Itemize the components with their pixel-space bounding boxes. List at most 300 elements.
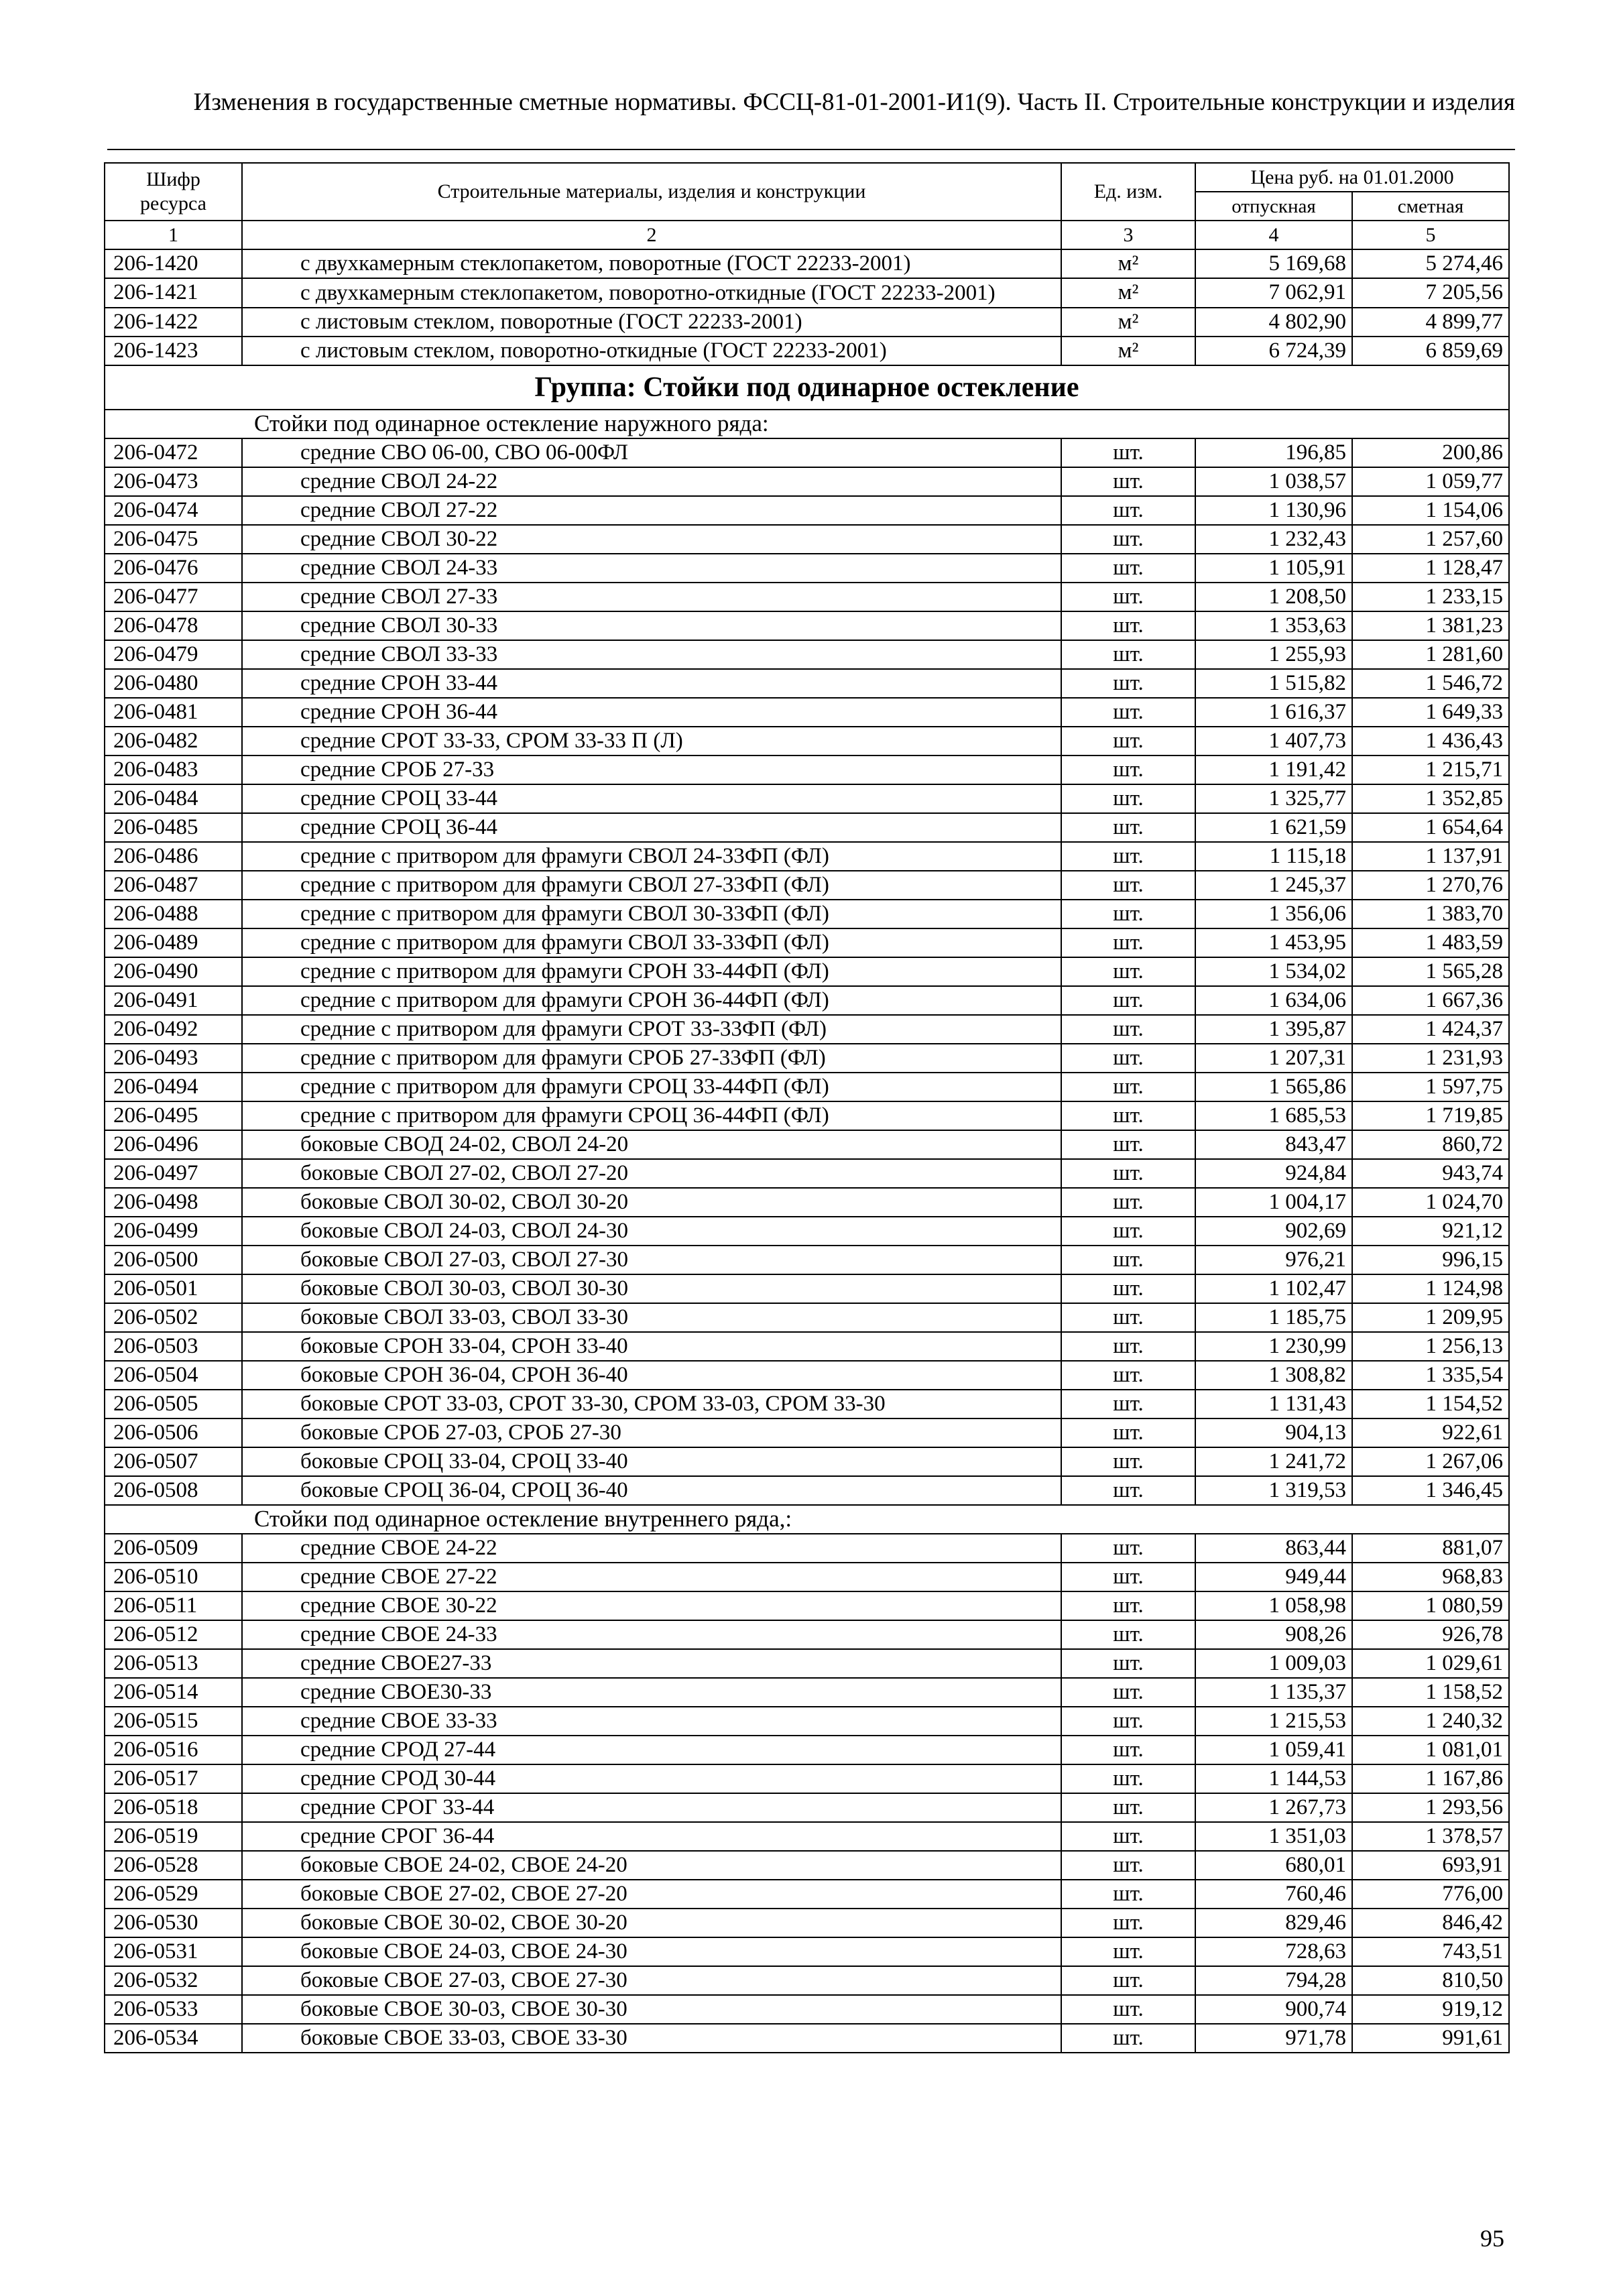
estimate-price: 1 257,60 [1352, 525, 1509, 554]
table-row [105, 669, 1509, 698]
material-name: боковые СВОЕ 24-03, СВОЕ 24-30 [242, 1937, 1061, 1966]
table-row [105, 1390, 1509, 1418]
estimate-price: 5 274,46 [1352, 249, 1509, 278]
release-price: 1 115,18 [1195, 842, 1352, 871]
table-row [105, 249, 1509, 278]
resource-code: 206-0498 [105, 1188, 242, 1217]
material-name: средние СРОД 30-44 [242, 1764, 1061, 1793]
release-price: 924,84 [1195, 1159, 1352, 1188]
release-price: 1 534,02 [1195, 957, 1352, 986]
unit-cell: шт. [1061, 813, 1195, 842]
release-price: 1 230,99 [1195, 1332, 1352, 1361]
estimate-price: 921,12 [1352, 1217, 1509, 1246]
estimate-price: 1 167,86 [1352, 1764, 1509, 1793]
estimate-price: 943,74 [1352, 1159, 1509, 1188]
unit-cell: шт. [1061, 1534, 1195, 1563]
resource-code: 206-0482 [105, 727, 242, 756]
table-row [105, 467, 1509, 496]
estimate-price: 776,00 [1352, 1880, 1509, 1909]
release-price: 728,63 [1195, 1937, 1352, 1966]
resource-code: 206-0474 [105, 496, 242, 525]
unit-cell: шт. [1061, 1274, 1195, 1303]
unit-cell: шт. [1061, 1995, 1195, 2024]
table-row [105, 1736, 1509, 1764]
release-price: 1 407,73 [1195, 727, 1352, 756]
table-row [105, 1073, 1509, 1101]
unit-cell: шт. [1061, 1188, 1195, 1217]
material-name: средние СВОЕ 24-33 [242, 1620, 1061, 1649]
unit-cell: шт. [1061, 583, 1195, 611]
material-name: боковые СВОЕ 27-02, СВОЕ 27-20 [242, 1880, 1061, 1909]
estimate-price: 926,78 [1352, 1620, 1509, 1649]
estimate-price: 1 546,72 [1352, 669, 1509, 698]
table-row [105, 1303, 1509, 1332]
release-price: 902,69 [1195, 1217, 1352, 1246]
unit-cell: шт. [1061, 1418, 1195, 1447]
release-price: 1 241,72 [1195, 1447, 1352, 1476]
unit-cell: шт. [1061, 1303, 1195, 1332]
estimate-price: 1 128,47 [1352, 554, 1509, 583]
unit-cell: шт. [1061, 525, 1195, 554]
estimate-price: 1 346,45 [1352, 1476, 1509, 1505]
resource-code: 206-0503 [105, 1332, 242, 1361]
release-price: 1 356,06 [1195, 900, 1352, 928]
table-row [105, 1418, 1509, 1447]
table-row [105, 1822, 1509, 1851]
column-number: 4 [1195, 221, 1352, 249]
release-price: 1 395,87 [1195, 1015, 1352, 1044]
table-row [105, 1534, 1509, 1563]
resource-code: 206-0532 [105, 1966, 242, 1995]
estimate-price: 1 293,56 [1352, 1793, 1509, 1822]
estimate-price: 1 059,77 [1352, 467, 1509, 496]
resource-code: 206-0514 [105, 1678, 242, 1707]
estimate-price: 743,51 [1352, 1937, 1509, 1966]
unit-cell: шт. [1061, 784, 1195, 813]
resource-code: 206-0494 [105, 1073, 242, 1101]
estimate-price: 693,91 [1352, 1851, 1509, 1880]
unit-cell: шт. [1061, 842, 1195, 871]
estimate-price: 4 899,77 [1352, 308, 1509, 337]
material-name: средние СРОЦ 36-44 [242, 813, 1061, 842]
table-row [105, 496, 1509, 525]
material-name: средние СВОЛ 24-33 [242, 554, 1061, 583]
material-name: с листовым стеклом, поворотные (ГОСТ 22233-2001) [242, 308, 1061, 337]
material-name: средние с притвором для фрамуги СРОЦ 36-44ФП (ФЛ) [242, 1101, 1061, 1130]
material-name: средние с притвором для фрамуги СРОН 33-44ФП (ФЛ) [242, 957, 1061, 986]
release-price: 1 245,37 [1195, 871, 1352, 900]
material-name: средние с притвором для фрамуги СРОТ 33-33ФП (ФЛ) [242, 1015, 1061, 1044]
table-row [105, 1851, 1509, 1880]
resource-code: 206-0479 [105, 640, 242, 669]
estimate-price: 1 256,13 [1352, 1332, 1509, 1361]
estimate-price: 200,86 [1352, 438, 1509, 467]
table-row [105, 784, 1509, 813]
release-price: 5 169,68 [1195, 249, 1352, 278]
estimate-price: 1 024,70 [1352, 1188, 1509, 1217]
material-name: средние с притвором для фрамуги СВОЛ 27-33ФП (ФЛ) [242, 871, 1061, 900]
table-row [105, 1591, 1509, 1620]
resource-code: 206-1423 [105, 337, 242, 365]
estimate-price: 1 270,76 [1352, 871, 1509, 900]
release-price: 908,26 [1195, 1620, 1352, 1649]
estimate-price: 1 267,06 [1352, 1447, 1509, 1476]
estimate-price: 1 383,70 [1352, 900, 1509, 928]
estimate-price: 996,15 [1352, 1246, 1509, 1274]
material-name: боковые СВОЕ 24-02, СВОЕ 24-20 [242, 1851, 1061, 1880]
resource-code: 206-0488 [105, 900, 242, 928]
resource-code: 206-0478 [105, 611, 242, 640]
unit-cell: шт. [1061, 467, 1195, 496]
estimate-price: 860,72 [1352, 1130, 1509, 1159]
material-name: с листовым стеклом, поворотно-откидные (ГОСТ 22233-2001) [242, 337, 1061, 365]
estimate-price: 1 209,95 [1352, 1303, 1509, 1332]
unit-cell: шт. [1061, 1246, 1195, 1274]
resource-code: 206-0487 [105, 871, 242, 900]
page-number: 95 [1480, 2225, 1504, 2252]
resource-code: 206-0516 [105, 1736, 242, 1764]
release-price: 1 208,50 [1195, 583, 1352, 611]
resource-code: 206-0529 [105, 1880, 242, 1909]
resource-code: 206-1421 [105, 278, 242, 308]
release-price: 1 351,03 [1195, 1822, 1352, 1851]
unit-cell: шт. [1061, 1101, 1195, 1130]
resource-code: 206-0533 [105, 1995, 242, 2024]
table-row [105, 1246, 1509, 1274]
release-price: 1 058,98 [1195, 1591, 1352, 1620]
table-row [105, 986, 1509, 1015]
material-name: средние СВОЛ 30-33 [242, 611, 1061, 640]
table-row [105, 1044, 1509, 1073]
table-row [105, 1649, 1509, 1678]
resource-code: 206-0495 [105, 1101, 242, 1130]
unit-cell: шт. [1061, 1966, 1195, 1995]
resource-code: 206-0504 [105, 1361, 242, 1390]
resource-code: 206-0530 [105, 1909, 242, 1937]
estimate-price: 881,07 [1352, 1534, 1509, 1563]
group-title-row [105, 365, 1509, 410]
table-row [105, 1159, 1509, 1188]
unit-cell: шт. [1061, 1649, 1195, 1678]
table-row [105, 1995, 1509, 2024]
estimate-price: 1 158,52 [1352, 1678, 1509, 1707]
unit-cell: шт. [1061, 1736, 1195, 1764]
release-price: 1 255,93 [1195, 640, 1352, 669]
material-name: средние СРОД 27-44 [242, 1736, 1061, 1764]
estimate-price: 846,42 [1352, 1909, 1509, 1937]
estimate-price: 1 154,52 [1352, 1390, 1509, 1418]
table-row [105, 1447, 1509, 1476]
price-table [104, 162, 1510, 2053]
resource-code: 206-0501 [105, 1274, 242, 1303]
table-row [105, 583, 1509, 611]
release-price: 976,21 [1195, 1246, 1352, 1274]
unit-cell: шт. [1061, 640, 1195, 669]
estimate-price: 1 154,06 [1352, 496, 1509, 525]
table-row [105, 1217, 1509, 1246]
header-divider [107, 149, 1515, 150]
unit-cell: шт. [1061, 1073, 1195, 1101]
material-name: боковые СВОЛ 27-02, СВОЛ 27-20 [242, 1159, 1061, 1188]
unit-cell: шт. [1061, 1591, 1195, 1620]
material-name: боковые СВОЛ 27-03, СВОЛ 27-30 [242, 1246, 1061, 1274]
estimate-price: 1 215,71 [1352, 756, 1509, 784]
material-name: боковые СВОЛ 30-02, СВОЛ 30-20 [242, 1188, 1061, 1217]
release-price: 196,85 [1195, 438, 1352, 467]
estimate-price: 968,83 [1352, 1563, 1509, 1591]
resource-code: 206-0513 [105, 1649, 242, 1678]
resource-code: 206-1422 [105, 308, 242, 337]
unit-cell: шт. [1061, 986, 1195, 1015]
table-row [105, 957, 1509, 986]
release-price: 1 038,57 [1195, 467, 1352, 496]
material-name: средние СРОТ 33-33, СРОМ 33-33 П (Л) [242, 727, 1061, 756]
unit-cell: шт. [1061, 957, 1195, 986]
table-row [105, 1707, 1509, 1736]
estimate-price: 6 859,69 [1352, 337, 1509, 365]
resource-code: 206-0492 [105, 1015, 242, 1044]
resource-code: 206-0505 [105, 1390, 242, 1418]
unit-cell: м² [1061, 308, 1195, 337]
release-price: 863,44 [1195, 1534, 1352, 1563]
unit-cell: шт. [1061, 871, 1195, 900]
column-header-name: Строительные материалы, изделия и конструкции [242, 163, 1061, 221]
release-price: 1 325,77 [1195, 784, 1352, 813]
material-name: средние СВОЛ 30-22 [242, 525, 1061, 554]
resource-code: 206-0476 [105, 554, 242, 583]
resource-code: 206-0518 [105, 1793, 242, 1822]
material-name: средние СРОЦ 33-44 [242, 784, 1061, 813]
release-price: 1 353,63 [1195, 611, 1352, 640]
unit-cell: шт. [1061, 1793, 1195, 1822]
release-price: 1 144,53 [1195, 1764, 1352, 1793]
unit-cell: м² [1061, 337, 1195, 365]
estimate-price: 1 281,60 [1352, 640, 1509, 669]
estimate-price: 1 436,43 [1352, 727, 1509, 756]
estimate-price: 919,12 [1352, 1995, 1509, 2024]
release-price: 1 215,53 [1195, 1707, 1352, 1736]
release-price: 1 059,41 [1195, 1736, 1352, 1764]
release-price: 6 724,39 [1195, 337, 1352, 365]
unit-cell: шт. [1061, 2024, 1195, 2053]
resource-code: 206-0534 [105, 2024, 242, 2053]
material-name: боковые СВОЛ 24-03, СВОЛ 24-30 [242, 1217, 1061, 1246]
release-price: 1 685,53 [1195, 1101, 1352, 1130]
table-row [105, 1678, 1509, 1707]
material-name: средние СВОЕ 24-22 [242, 1534, 1061, 1563]
resource-code: 206-0509 [105, 1534, 242, 1563]
unit-cell: шт. [1061, 698, 1195, 727]
table-row [105, 337, 1509, 365]
material-name: боковые СРОЦ 36-04, СРОЦ 36-40 [242, 1476, 1061, 1505]
resource-code: 206-0473 [105, 467, 242, 496]
release-price: 904,13 [1195, 1418, 1352, 1447]
estimate-price: 1 081,01 [1352, 1736, 1509, 1764]
table-row [105, 1188, 1509, 1217]
resource-code: 206-0519 [105, 1822, 242, 1851]
price-table-body [105, 163, 1509, 2053]
resource-code: 206-0496 [105, 1130, 242, 1159]
release-price: 1 634,06 [1195, 986, 1352, 1015]
unit-cell: шт. [1061, 438, 1195, 467]
table-row [105, 308, 1509, 337]
table-row [105, 871, 1509, 900]
material-name: средние СВОЕ 30-22 [242, 1591, 1061, 1620]
table-row [105, 1909, 1509, 1937]
table-row [105, 900, 1509, 928]
release-price: 1 185,75 [1195, 1303, 1352, 1332]
table-row [105, 2024, 1509, 2053]
resource-code: 206-0515 [105, 1707, 242, 1736]
table-row [105, 842, 1509, 871]
resource-code: 206-0531 [105, 1937, 242, 1966]
unit-cell: шт. [1061, 727, 1195, 756]
release-price: 794,28 [1195, 1966, 1352, 1995]
release-price: 900,74 [1195, 1995, 1352, 2024]
material-name: средние СРОБ 27-33 [242, 756, 1061, 784]
material-name: с двухкамерным стеклопакетом, поворотные (ГОСТ 22233-2001) [242, 249, 1061, 278]
unit-cell: шт. [1061, 756, 1195, 784]
unit-cell: шт. [1061, 1707, 1195, 1736]
table-row [105, 640, 1509, 669]
table-row [105, 438, 1509, 467]
estimate-price: 1 335,54 [1352, 1361, 1509, 1390]
unit-cell: шт. [1061, 554, 1195, 583]
material-name: средние с притвором для фрамуги СРОБ 27-33ФП (ФЛ) [242, 1044, 1061, 1073]
table-row [105, 1880, 1509, 1909]
material-name: средние СРОГ 33-44 [242, 1793, 1061, 1822]
release-price: 760,46 [1195, 1880, 1352, 1909]
group-title: Группа: Стойки под одинарное остекление [105, 365, 1509, 410]
resource-code: 206-0484 [105, 784, 242, 813]
material-name: средние с притвором для фрамуги СВОЛ 33-33ФП (ФЛ) [242, 928, 1061, 957]
table-row [105, 1966, 1509, 1995]
release-price: 7 062,91 [1195, 278, 1352, 308]
release-price: 1 191,42 [1195, 756, 1352, 784]
table-row [105, 525, 1509, 554]
material-name: боковые СВОЕ 33-03, СВОЕ 33-30 [242, 2024, 1061, 2053]
unit-cell: шт. [1061, 900, 1195, 928]
estimate-price: 1 597,75 [1352, 1073, 1509, 1101]
unit-cell: шт. [1061, 1764, 1195, 1793]
unit-cell: шт. [1061, 1909, 1195, 1937]
resource-code: 206-0511 [105, 1591, 242, 1620]
column-header-code: Шифр ресурса [105, 163, 242, 221]
unit-cell: шт. [1061, 1851, 1195, 1880]
estimate-price: 1 654,64 [1352, 813, 1509, 842]
release-price: 843,47 [1195, 1130, 1352, 1159]
material-name: боковые СВОЕ 27-03, СВОЕ 27-30 [242, 1966, 1061, 1995]
material-name: боковые СРОН 36-04, СРОН 36-40 [242, 1361, 1061, 1390]
estimate-price: 1 233,15 [1352, 583, 1509, 611]
release-price: 1 565,86 [1195, 1073, 1352, 1101]
unit-cell: м² [1061, 249, 1195, 278]
material-name: боковые СВОД 24-02, СВОЛ 24-20 [242, 1130, 1061, 1159]
release-price: 1 621,59 [1195, 813, 1352, 842]
release-price: 1 130,96 [1195, 496, 1352, 525]
unit-cell: шт. [1061, 611, 1195, 640]
estimate-price: 1 080,59 [1352, 1591, 1509, 1620]
material-name: средние СВОЕ27-33 [242, 1649, 1061, 1678]
resource-code: 206-1420 [105, 249, 242, 278]
unit-cell: шт. [1061, 1361, 1195, 1390]
material-name: средние СВОЛ 27-33 [242, 583, 1061, 611]
unit-cell: шт. [1061, 669, 1195, 698]
unit-cell: шт. [1061, 1390, 1195, 1418]
table-row [105, 928, 1509, 957]
unit-cell: шт. [1061, 1620, 1195, 1649]
unit-cell: шт. [1061, 1130, 1195, 1159]
material-name: средние с притвором для фрамуги СВОЛ 24-33ФП (ФЛ) [242, 842, 1061, 871]
estimate-price: 1 424,37 [1352, 1015, 1509, 1044]
material-name: средние с притвором для фрамуги СРОН 36-44ФП (ФЛ) [242, 986, 1061, 1015]
resource-code: 206-0512 [105, 1620, 242, 1649]
material-name: боковые СРОБ 27-03, СРОБ 27-30 [242, 1418, 1061, 1447]
material-name: средние с притвором для фрамуги СВОЛ 30-33ФП (ФЛ) [242, 900, 1061, 928]
table-row [105, 1937, 1509, 1966]
table-row [105, 1332, 1509, 1361]
table-row [105, 756, 1509, 784]
table-row [105, 1361, 1509, 1390]
estimate-price: 1 240,32 [1352, 1707, 1509, 1736]
release-price: 4 802,90 [1195, 308, 1352, 337]
estimate-price: 1 124,98 [1352, 1274, 1509, 1303]
resource-code: 206-0508 [105, 1476, 242, 1505]
release-price: 949,44 [1195, 1563, 1352, 1591]
release-price: 1 135,37 [1195, 1678, 1352, 1707]
material-name: боковые СРОЦ 33-04, СРОЦ 33-40 [242, 1447, 1061, 1476]
material-name: средние СВОЛ 27-22 [242, 496, 1061, 525]
estimate-price: 1 231,93 [1352, 1044, 1509, 1073]
table-row [105, 698, 1509, 727]
table-row [105, 1563, 1509, 1591]
resource-code: 206-0490 [105, 957, 242, 986]
subgroup-title-inner: Стойки под одинарное остекление внутреннего ряда,: [105, 1505, 1509, 1534]
material-name: боковые СВОЕ 30-02, СВОЕ 30-20 [242, 1909, 1061, 1937]
release-price: 1 453,95 [1195, 928, 1352, 957]
release-price: 971,78 [1195, 2024, 1352, 2053]
estimate-price: 810,50 [1352, 1966, 1509, 1995]
subgroup-title-outer-row [105, 410, 1509, 438]
material-name: средние СВОЕ 27-22 [242, 1563, 1061, 1591]
release-price: 1 009,03 [1195, 1649, 1352, 1678]
resource-code: 206-0517 [105, 1764, 242, 1793]
release-price: 1 267,73 [1195, 1793, 1352, 1822]
resource-code: 206-0506 [105, 1418, 242, 1447]
resource-code: 206-0483 [105, 756, 242, 784]
table-row [105, 1101, 1509, 1130]
resource-code: 206-0475 [105, 525, 242, 554]
table-row [105, 1764, 1509, 1793]
estimate-price: 1 378,57 [1352, 1822, 1509, 1851]
column-number: 1 [105, 221, 242, 249]
release-price: 1 004,17 [1195, 1188, 1352, 1217]
unit-cell: шт. [1061, 1476, 1195, 1505]
material-name: средние СВОЛ 24-22 [242, 467, 1061, 496]
release-price: 1 102,47 [1195, 1274, 1352, 1303]
release-price: 1 105,91 [1195, 554, 1352, 583]
material-name: боковые СВОЛ 33-03, СВОЛ 33-30 [242, 1303, 1061, 1332]
resource-code: 206-0528 [105, 1851, 242, 1880]
material-name: средние СРОН 36-44 [242, 698, 1061, 727]
unit-cell: шт. [1061, 1447, 1195, 1476]
release-price: 1 616,37 [1195, 698, 1352, 727]
estimate-price: 1 137,91 [1352, 842, 1509, 871]
material-name: средние СВО 06-00, СВО 06-00ФЛ [242, 438, 1061, 467]
unit-cell: шт. [1061, 1217, 1195, 1246]
column-number: 5 [1352, 221, 1509, 249]
unit-cell: шт. [1061, 1880, 1195, 1909]
